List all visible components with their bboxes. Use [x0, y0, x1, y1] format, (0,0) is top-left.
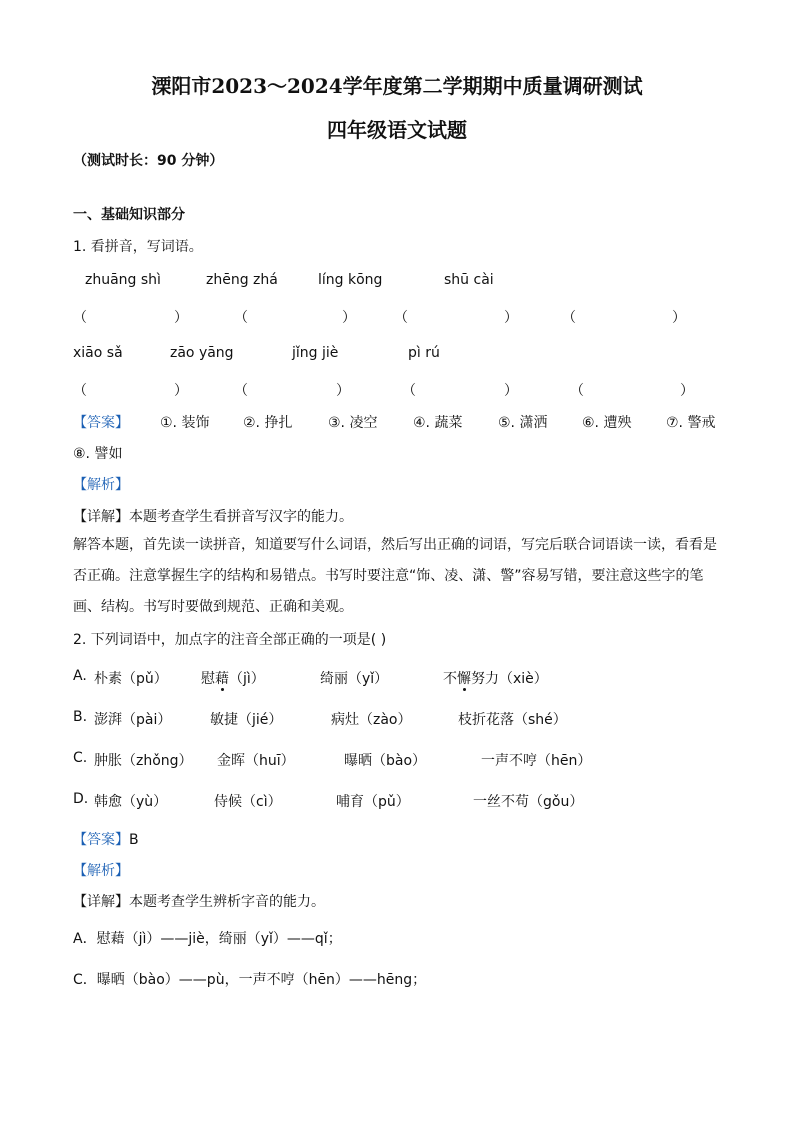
option-label: C.	[73, 750, 88, 766]
pinyin-4: shū cài	[444, 272, 494, 288]
answer-2	[73, 829, 139, 849]
answer-item: ④. 蔬菜	[413, 415, 463, 431]
answer-item: ⑧. 譬如	[73, 446, 123, 462]
analysis-tag-1: 【解析】	[73, 477, 129, 493]
test-duration: （测试时长：90 分钟）	[73, 153, 224, 169]
detail-1	[73, 506, 353, 526]
option-word: 一声不哼（hēn）	[481, 753, 592, 769]
question-2-stem: 2. 下列词语中，加点字的注音全部正确的一项是( )	[73, 632, 387, 648]
blank-8-close: ）	[680, 383, 694, 399]
option-word: 一丝不苟（gǒu）	[473, 794, 584, 810]
detail-tag: 【详解】	[73, 509, 129, 525]
pinyin-2: zhēng zhá	[206, 272, 278, 288]
blank-2-open: （	[234, 310, 248, 326]
blank-7-close: ）	[504, 383, 518, 399]
blank-4-open: （	[562, 310, 576, 326]
option-word: 澎湃（pài）	[94, 712, 172, 728]
blank-6-open: （	[234, 383, 248, 399]
pinyin-3: líng kōng	[318, 272, 383, 288]
blank-3-open: （	[394, 310, 408, 326]
option-word: 慰藉（jì）	[201, 671, 265, 687]
answer-tag-2: 【答案】	[73, 832, 129, 848]
detail-tag: 【详解】	[73, 894, 129, 910]
option-word: 朴素（pǔ）	[94, 671, 168, 687]
pinyin-6: zāo yāng	[170, 345, 234, 361]
answer-item: ②. 挣扎	[243, 415, 293, 431]
blank-8-open: （	[570, 383, 584, 399]
answer-item: ①. 装饰	[160, 415, 210, 431]
detail-text: 本题考查学生辨析字音的能力。	[129, 894, 325, 910]
blank-1-open: （	[73, 310, 87, 326]
option-word: 哺育（pǔ）	[336, 794, 410, 810]
pinyin-1: zhuāng shì	[85, 272, 161, 288]
option-word: 曝晒（bào）	[344, 753, 427, 769]
option-label: A.	[73, 668, 87, 684]
option-word: 病灶（zào）	[331, 712, 412, 728]
answer-item: ③. 凌空	[328, 415, 378, 431]
option-word: 不懈努力（xiè）	[443, 671, 548, 687]
blank-6-close: ）	[336, 383, 350, 399]
blank-1-close: ）	[174, 310, 188, 326]
section-heading: 一、基础知识部分	[73, 207, 185, 223]
pinyin-7: jǐng jiè	[292, 345, 339, 361]
question-1-stem: 1. 看拼音，写词语。	[73, 239, 203, 255]
analysis-tag-2: 【解析】	[73, 863, 129, 879]
answer-item: ⑦. 警戒	[666, 415, 716, 431]
blank-5-open: （	[73, 383, 87, 399]
answer-item: ⑤. 潇洒	[498, 415, 548, 431]
option-label: D.	[73, 791, 89, 807]
option-word: 肿胀（zhǒng）	[94, 753, 193, 769]
detail-text: 本题考查学生看拼音写汉字的能力。	[129, 509, 353, 525]
answer-item: ⑥. 遭殃	[582, 415, 632, 431]
note-a: A．慰藉（jì）——jiè，绮丽（yǐ）——qǐ；	[73, 931, 342, 947]
answer-tag-1: 【答案】	[73, 415, 129, 431]
pinyin-5: xiāo sǎ	[73, 345, 123, 361]
page-title: 溧阳市2023～2024学年度第二学期期中质量调研测试	[151, 74, 643, 98]
note-c: C．曝晒（bào）——pù，一声不哼（hēn）——hēng；	[73, 972, 427, 988]
explanation-1: 解答本题，首先读一读拼音，知道要写什么词语，然后写出正确的词语，写完后联合词语读一读，看看是否正确。注意掌握生字的结构和易错点。书写时要注意“饰、凌、潇、警”容易写错，要注意这些字的笔画、结构。书写时要做到规范、正确和美观。	[73, 537, 717, 615]
blank-5-close: ）	[174, 383, 188, 399]
blank-2-close: ）	[342, 310, 356, 326]
blank-3-close: ）	[504, 310, 518, 326]
option-word: 枝折花落（shé）	[458, 712, 567, 728]
pinyin-8: pì rú	[408, 345, 440, 361]
option-word: 侍候（cì）	[214, 794, 282, 810]
option-word: 韩愈（yù）	[94, 794, 168, 810]
option-word: 金晖（huī）	[217, 753, 295, 769]
option-word: 绮丽（yǐ）	[320, 671, 389, 687]
detail-2	[73, 891, 325, 911]
answer-value: B	[129, 832, 139, 848]
option-word: 敏捷（jié）	[210, 712, 283, 728]
option-label: B.	[73, 709, 88, 725]
blank-4-close: ）	[672, 310, 686, 326]
blank-7-open: （	[402, 383, 416, 399]
page-subtitle: 四年级语文试题	[327, 118, 467, 142]
